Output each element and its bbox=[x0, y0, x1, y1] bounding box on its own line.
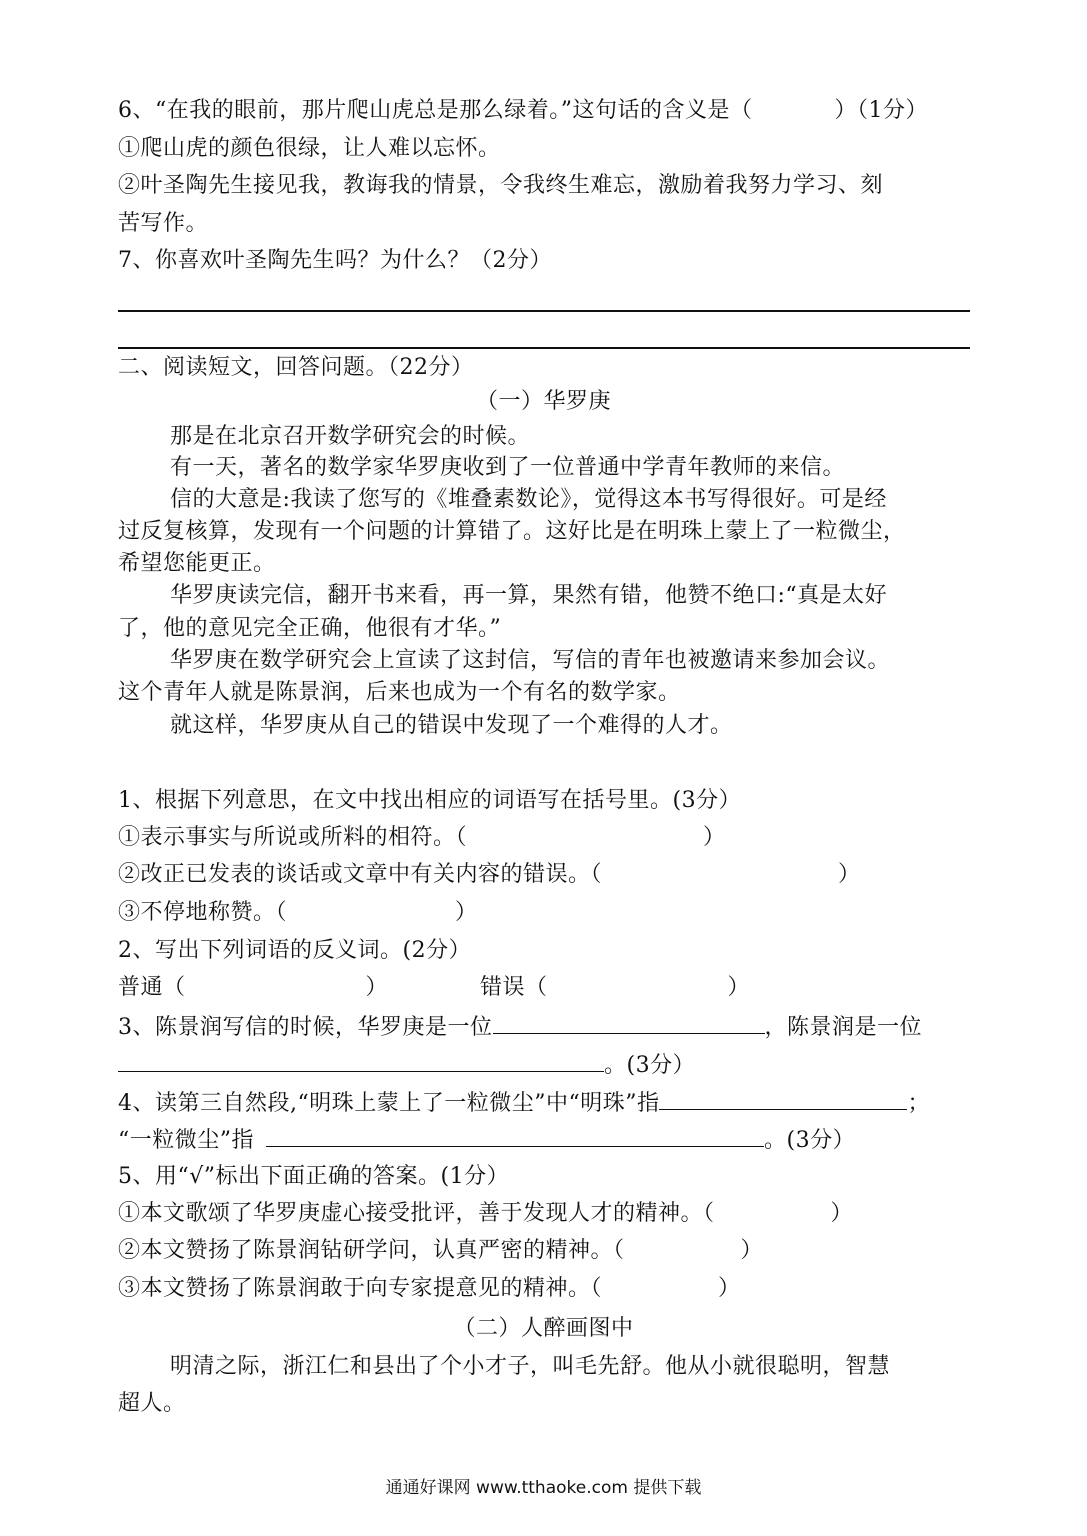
s2-q3-line2: 。(3分） bbox=[118, 1049, 970, 1081]
s2-q1-a: ①表示事实与所说或所料的相符。（ ） bbox=[118, 825, 726, 850]
s2-q3-line1: 3、陈景润写信的时候，华罗庚是一位 ，陈景润是一位 bbox=[118, 1011, 970, 1043]
s2-q5-c: ③本文赞扬了陈景润敢于向专家提意见的精神。（ ） bbox=[118, 1276, 741, 1301]
passage-1-p5-line2: 这个青年人就是陈景润，后来也成为一个有名的数学家。 bbox=[118, 680, 681, 705]
passage-1-p1: 那是在北京召开数学研究会的时候。 bbox=[170, 424, 531, 449]
s2-q4-line2: “一粒微尘”指 。(3分） bbox=[118, 1124, 970, 1156]
s2-q3-blank-1[interactable] bbox=[493, 1011, 765, 1034]
answer-line-2[interactable] bbox=[118, 347, 970, 349]
s2-q4-blank-1[interactable] bbox=[659, 1087, 907, 1110]
passage-1-p4-line1: 华罗庚读完信，翻开书来看，再一算，果然有错，他赞不绝口:“真是太好 bbox=[170, 583, 888, 608]
answer-line-1[interactable] bbox=[118, 310, 970, 312]
passage-1-p3-line2: 过反复核算，发现有一个问题的计算错了。这好比是在明珠上蒙上了一粒微尘， bbox=[118, 519, 906, 544]
s2-q4-blank-2[interactable] bbox=[266, 1124, 764, 1147]
s2-q1-stem: 1、根据下列意思，在文中找出相应的词语写在括号里。(3分） bbox=[118, 788, 742, 813]
passage-2-p1-line1: 明清之际，浙江仁和县出了个小才子，叫毛先舒。他从小就很聪明，智慧 bbox=[170, 1354, 891, 1379]
s2-q1-c: ③不停地称赞。（ ） bbox=[118, 900, 478, 925]
q6-option-1: ①爬山虎的颜色很绿，让人难以忘怀。 bbox=[118, 136, 501, 161]
s2-q4-line1: 4、读第三自然段,“明珠上蒙上了一粒微尘”中“明珠”指 ； bbox=[118, 1087, 970, 1119]
passage-2-p1-line2: 超人。 bbox=[118, 1391, 186, 1416]
s2-q3-blank-2[interactable] bbox=[118, 1049, 604, 1072]
q6-stem: 6、“在我的眼前，那片爬山虎总是那么绿着。”这句话的含义是（ ）（1分） bbox=[118, 98, 928, 123]
s2-q5-b: ②本文赞扬了陈景润钻研学问，认真严密的精神。（ ） bbox=[118, 1238, 764, 1263]
passage-1-title: （一）华罗庚 bbox=[475, 389, 611, 414]
s2-q1-b: ②改正已发表的谈话或文章中有关内容的错误。（ ） bbox=[118, 862, 861, 887]
passage-1-p4-line2: 了，他的意见完全正确，他很有才华。” bbox=[118, 616, 502, 641]
s2-q2-words: 普通（ ） 错误（ ） bbox=[118, 975, 751, 1000]
passage-1-p3-line3: 希望您能更正。 bbox=[118, 551, 276, 576]
passage-1-p2: 有一天，著名的数学家华罗庚收到了一位普通中学青年教师的来信。 bbox=[170, 455, 846, 480]
s2-q5-stem: 5、用“√”标出下面正确的答案。(1分） bbox=[118, 1164, 510, 1189]
s2-q5-a: ①本文歌颂了华罗庚虚心接受批评，善于发现人才的精神。（ ） bbox=[118, 1201, 854, 1226]
section-heading: 二、阅读短文，回答问题。（22分） bbox=[118, 355, 474, 380]
s2-q2-stem: 2、写出下列词语的反义词。(2分） bbox=[118, 938, 472, 963]
q7-stem: 7、你喜欢叶圣陶先生吗？为什么？（2分） bbox=[118, 248, 552, 273]
q6-option-2-line1: ②叶圣陶先生接见我，教诲我的情景，令我终生难忘，激励着我努力学习、刻 bbox=[118, 173, 884, 198]
page-footer: 通通好课网 www.tthaoke.com 提供下载 bbox=[385, 1478, 702, 1498]
passage-1-p3-line1: 信的大意是:我读了您写的《堆叠素数论》，觉得这本书写得很好。可是经 bbox=[170, 487, 887, 512]
passage-2-title: （二）人醉画图中 bbox=[453, 1316, 634, 1341]
passage-1-p6: 就这样，华罗庚从自己的错误中发现了一个难得的人才。 bbox=[170, 713, 733, 738]
q6-option-2-line2: 苦写作。 bbox=[118, 211, 209, 236]
passage-1-p5-line1: 华罗庚在数学研究会上宣读了这封信，写信的青年也被邀请来参加会议。 bbox=[170, 648, 891, 673]
